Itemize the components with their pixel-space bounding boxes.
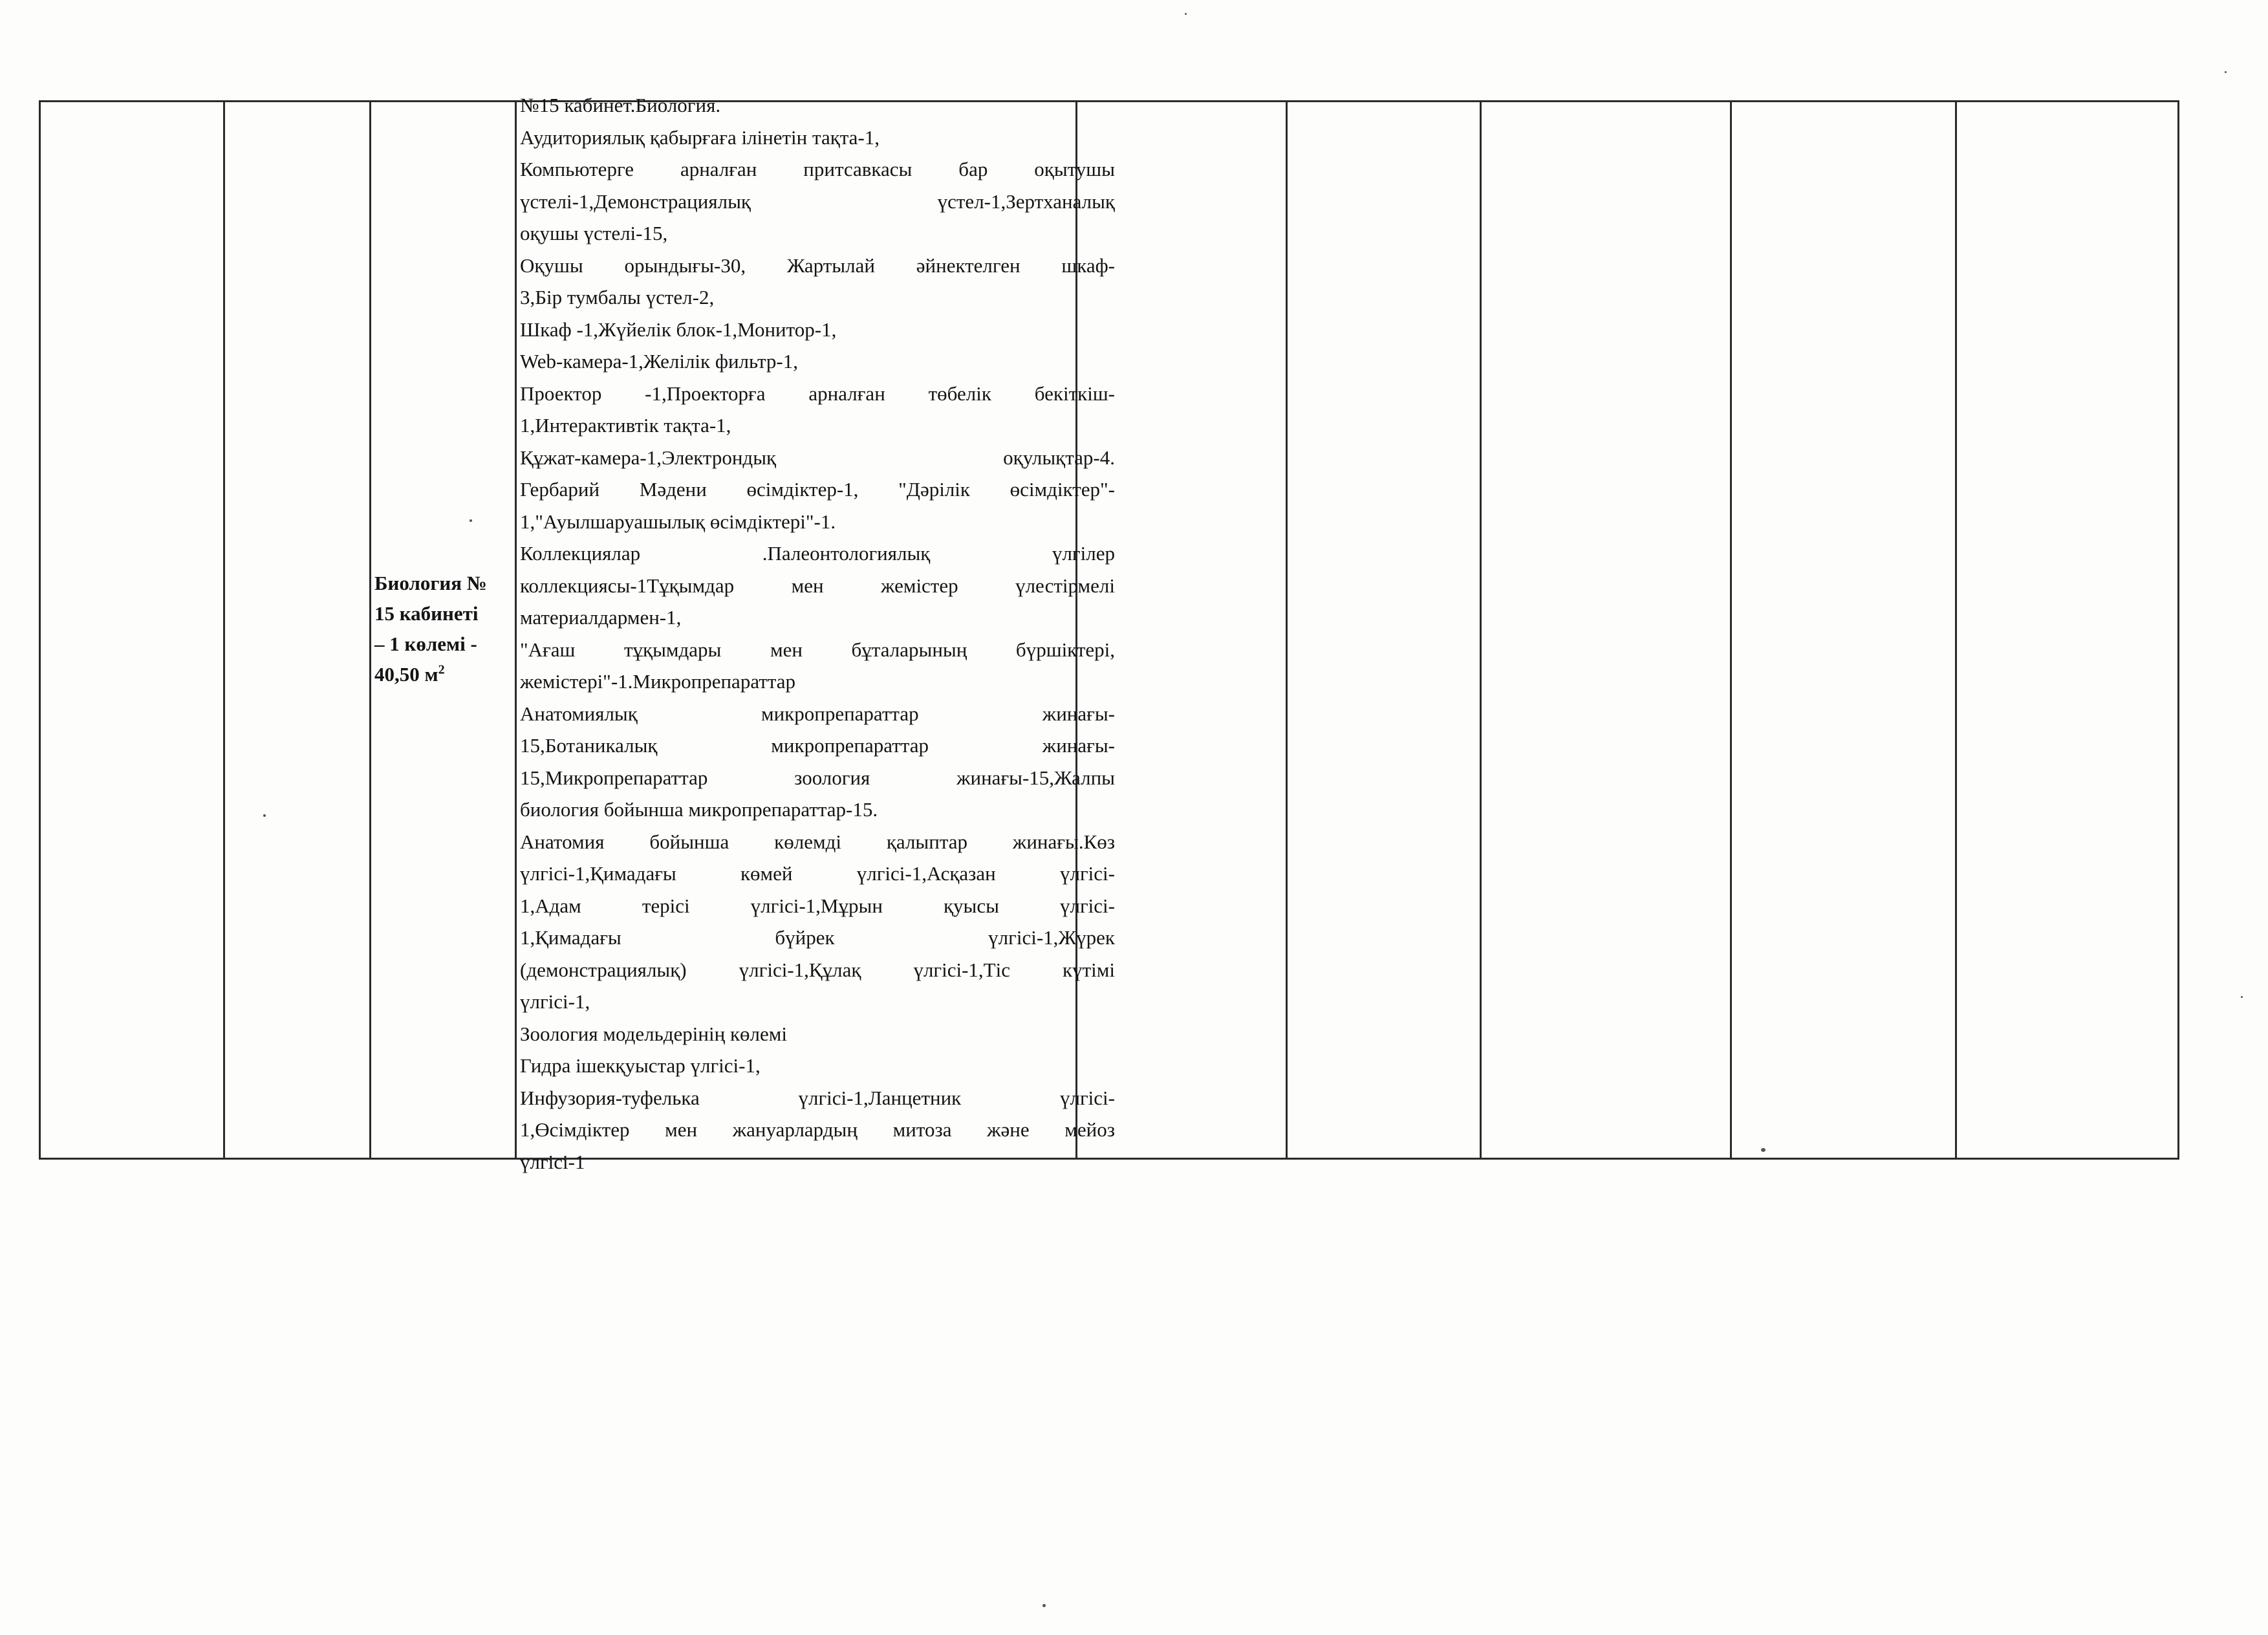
equipment-line: биология бойынша микропрепараттар-15. <box>520 798 878 821</box>
equipment-line: 1,"Ауылшаруашылық өсімдіктері"-1. <box>520 510 836 533</box>
scan-speck <box>263 814 266 817</box>
equipment-table <box>39 94 2179 1173</box>
equipment-line: Анатомиялық микропрепараттар жинағы- <box>520 702 1115 725</box>
equipment-line: коллекциясы-1Тұқымдар мен жемістер үлестірмелі <box>520 574 1115 597</box>
column-divider <box>223 102 225 1158</box>
equipment-line: Коллекциялар .Палеонтологиялық үлгілер <box>520 542 1115 565</box>
equipment-line: Зоология модельдерінің көлемі <box>520 1022 787 1045</box>
room-title-line: Биология № <box>374 572 487 594</box>
equipment-line: Инфузория-туфелька үлгісі-1,Ланцетник үлгісі- <box>520 1086 1115 1109</box>
equipment-line: Web-камера-1,Желілік фильтр-1, <box>520 350 798 373</box>
column-divider <box>1955 102 1957 1158</box>
column-divider <box>1286 102 1288 1158</box>
equipment-line: үстелі-1,Демонстрациялық үстел-1,Зертханалық <box>520 189 1115 213</box>
equipment-line: оқушы үстелі-15, <box>520 222 668 244</box>
equipment-line: Проектор -1,Проекторға арналған төбелік бекіткіш- <box>520 382 1115 405</box>
equipment-line: (демонстрациялық) үлгісі-1,Құлақ үлгісі-1,Тіс күтімі <box>520 958 1115 981</box>
room-area-value: 40,50 м <box>374 663 438 686</box>
room-title-line: 15 кабинеті <box>374 602 479 625</box>
scan-speck <box>1761 1148 1766 1152</box>
equipment-line: Оқушы орындығы-30, Жартылай әйнектелген шкаф- <box>520 254 1115 277</box>
equipment-line: 1,Өсімдіктер мен жануарлардың митоза және мейоз <box>520 1118 1115 1141</box>
scan-speck <box>470 519 472 522</box>
room-title-cell <box>374 568 518 689</box>
equipment-line: 1,Адам терісі үлгісі-1,Мұрын қуысы үлгісі- <box>520 894 1115 917</box>
equipment-line: 1,Интерактивтік тақта-1, <box>520 414 731 437</box>
scan-speck <box>1185 13 1187 15</box>
equipment-list-cell <box>520 89 1115 1173</box>
equipment-line: 15,Микропрепараттар зоология жинағы-15,Жалпы <box>520 766 1115 789</box>
scan-speck <box>2225 71 2227 73</box>
column-divider <box>1480 102 1482 1158</box>
equipment-line: үлгісі-1 <box>520 1150 585 1173</box>
equipment-line: Гербарий Мәдени өсімдіктер-1, "Дәрілік өсімдіктер"- <box>520 478 1115 501</box>
equipment-line: Құжат-камера-1,Электрондық оқулықтар-4. <box>520 446 1115 469</box>
room-title-line: – 1 көлемі - <box>374 633 477 655</box>
equipment-line: "Ағаш тұқымдары мен бұталарының бүршіктері, <box>520 638 1115 661</box>
column-divider <box>369 102 371 1158</box>
area-unit-superscript: 2 <box>438 662 445 677</box>
equipment-line: Компьютерге арналған притсавкасы бар оқытушы <box>520 158 1115 180</box>
equipment-line: үлгісі-1,Қимадағы көмей үлгісі-1,Асқазан үлгісі- <box>520 862 1115 885</box>
equipment-line: үлгісі-1, <box>520 990 590 1013</box>
room-title-line <box>374 659 518 689</box>
equipment-line: 3,Бір тумбалы үстел-2, <box>520 286 715 309</box>
equipment-line: 15,Ботаникалық микропрепараттар жинағы- <box>520 734 1115 757</box>
equipment-line: Гидра ішекқуыстар үлгісі-1, <box>520 1054 761 1077</box>
equipment-line: 1,Қимадағы бүйрек үлгісі-1,Жүрек <box>520 926 1115 949</box>
scan-speck <box>1042 1604 1046 1607</box>
equipment-line: Шкаф -1,Жүйелік блок-1,Монитор-1, <box>520 318 837 341</box>
scan-speck <box>2241 996 2243 998</box>
equipment-line: материалдармен-1, <box>520 606 682 629</box>
equipment-line: жемістері"-1.Микропрепараттар <box>520 670 796 693</box>
equipment-line: Анатомия бойынша көлемді қалыптар жинағы.Көз <box>520 830 1115 853</box>
equipment-line: №15 кабинет.Биология. <box>520 94 721 116</box>
column-divider <box>1730 102 1732 1158</box>
equipment-line: Аудиториялық қабырғаға ілінетін тақта-1, <box>520 125 880 149</box>
